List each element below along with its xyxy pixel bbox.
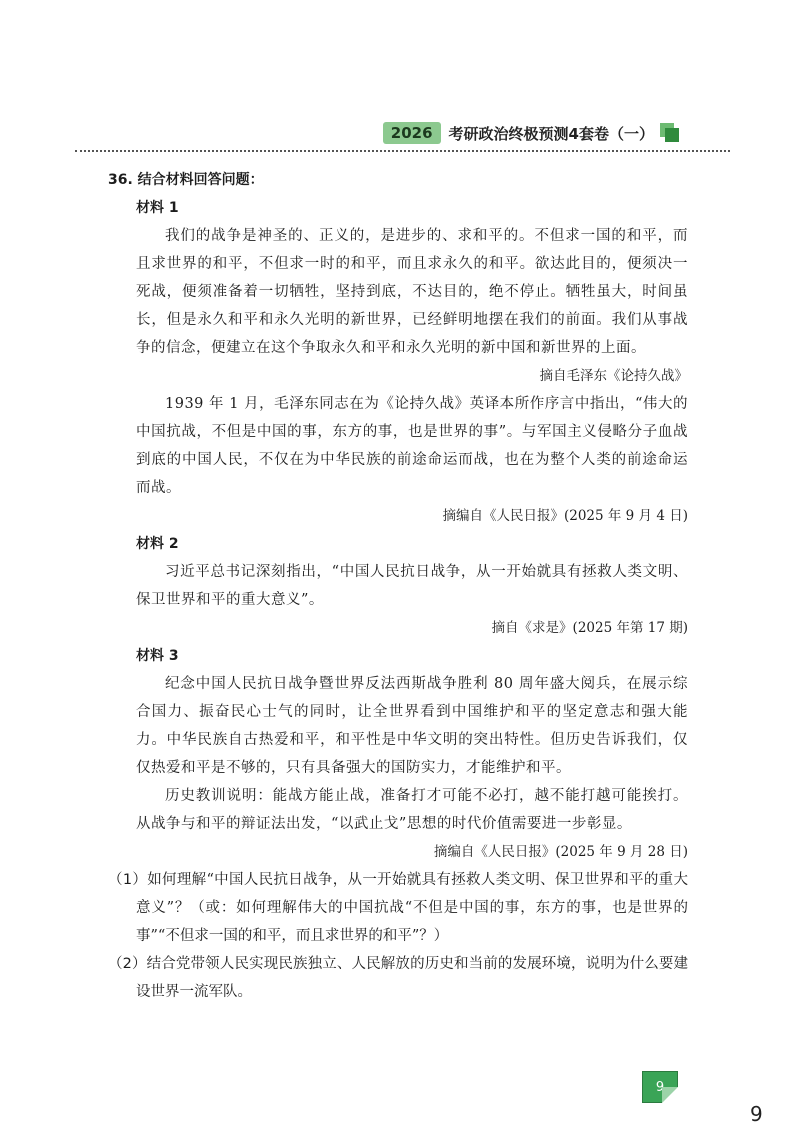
material-1-paragraph-1: 我们的战争是神圣的、正义的，是进步的、求和平的。不但求一国的和平，而且求世界的和平，不但求一时的和平，而且求永久的和平。欲达此目的，便须决一死战，便须准备着一切牺牲，坚持到底，不达目的，绝不停止。牺牲虽大，时间虽长，但是永久和平和永久光明的新世界，已经鲜明地摆在我们的前面。我们从事战争的信念，便建立在这个争取永久和平和永久光明的新中国和新世界的上面。 [136, 228, 688, 356]
material-1-source-1: 摘自毛泽东《论持久战》 [539, 368, 688, 384]
sub-question-1-text: 如何理解“中国人民抗日战争，从一开始就具有拯救人类文明、保卫世界和平的重大意义”？（或：如何理解伟大的中国抗战“不但是中国的事，东方的事，也是世界的事”“不但求一国的和平，而且求世界的和平”？） [136, 872, 688, 944]
material-3-source-2: 摘编自《人民日报》(2025 年 9 月 28 日) [433, 844, 688, 860]
material-2-source-1: 摘自《求是》(2025 年第 17 期) [491, 620, 688, 636]
green-squares-icon [660, 123, 680, 143]
material-1-source-2: 摘编自《人民日报》(2025 年 9 月 4 日) [442, 508, 688, 524]
material-2-label: 材料 2 [136, 536, 179, 552]
question-content [108, 166, 688, 1006]
material-3-label: 材料 3 [136, 648, 179, 664]
sub-question-1 [108, 866, 688, 950]
sub-question-2 [108, 950, 688, 1006]
sub-question-2-text: 结合党带领人民实现民族独立、人民解放的历史和当前的发展环境，说明为什么要建设世界一流军队。 [136, 956, 688, 1000]
page-header [383, 120, 680, 146]
corner-page-number: 9 [750, 1102, 763, 1126]
question-title: 36. 结合材料回答问题： [108, 172, 264, 188]
material-1-label: 材料 1 [136, 200, 179, 216]
material-2-paragraph-1: 习近平总书记深刻指出，“中国人民抗日战争，从一开始就具有拯救人类文明、保卫世界和平的重大意义”。 [136, 564, 688, 608]
page-number-badge [642, 1071, 678, 1103]
material-3-paragraph-1: 纪念中国人民抗日战争暨世界反法西斯战争胜利 80 周年盛大阅兵，在展示综合国力、振奋民心士气的同时，让全世界看到中国维护和平的坚定意志和强大能力。中华民族自古热爱和平，和平性是中华文明的突出特性。但历史告诉我们，仅仅热爱和平是不够的，只有具备强大的国防实力，才能维护和平。 [136, 676, 688, 776]
material-1-paragraph-2: 1939 年 1 月，毛泽东同志在为《论持久战》英译本所作序言中指出，“伟大的中国抗战，不但是中国的事，东方的事，也是世界的事”。与军国主义侵略分子血战到底的中国人民，不仅在为中华民族的前途命运而战，也在为整个人类的前途命运而战。 [136, 396, 688, 496]
page-fold-icon [662, 1087, 678, 1103]
book-title: 考研政治终极预测4套卷（一） [448, 124, 654, 143]
year-badge: 2026 [383, 122, 441, 144]
header-divider [75, 150, 730, 152]
sub-question-2-number: （2） [108, 956, 147, 972]
sub-question-1-number: （1） [108, 872, 148, 888]
page-number: 9 [655, 1079, 665, 1095]
material-3-paragraph-2: 历史教训说明：能战方能止战，准备打才可能不必打，越不能打越可能挨打。从战争与和平的辩证法出发，“以武止戈”思想的时代价值需要进一步彰显。 [136, 788, 688, 832]
